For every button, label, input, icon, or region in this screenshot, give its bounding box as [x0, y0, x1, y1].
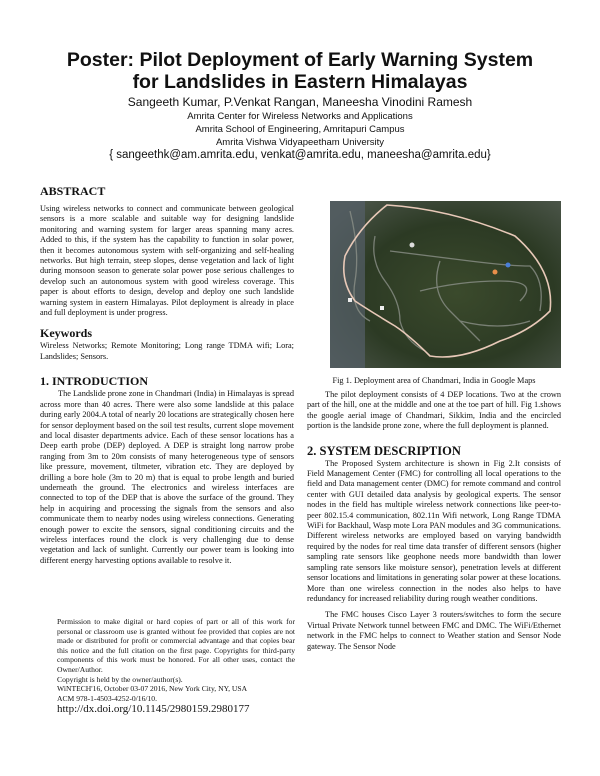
map-marker-icon	[380, 306, 384, 310]
aerial-map-image	[330, 201, 561, 368]
map-marker-icon	[493, 270, 498, 275]
doi-link[interactable]: http://dx.doi.org/10.1145/2980159.2980177	[57, 703, 250, 716]
affiliation: Amrita Center for Wireless Networks and Applications	[187, 111, 413, 122]
pilot-text: The pilot deployment consists of 4 DEP locations. Two at the crown part of the hill, one at the middle and one at the toe part of hill. Fig 1.shows the google aerial image of Chandmari, Sikkim, India and the encircled portion is the landside prone zone, where the full deployment is planned.	[307, 390, 561, 431]
figure-caption: Fig 1. Deployment area of Chandmari, India in Google Maps	[332, 376, 536, 385]
footnote	[57, 617, 295, 715]
keywords-text: Wireless Networks; Remote Monitoring; Long range TDMA wifi; Lora; Landslides; Sensors.	[40, 341, 294, 361]
abstract-section	[40, 184, 294, 566]
introduction-heading: 1. INTRODUCTION	[40, 374, 149, 389]
abstract-text: Using wireless networks to connect and communicate between geological sensors is a more scalable and suitable way for designing landslide monitoring and warning system for larger areas spanning many acres. Added to this, if the system has the capability to function in solar power, then it becomes autonomous system with self-organizing and self-healing networks. But high terrain, steep slopes, dense vegetation and lack of light during monsoon season to generate solar power pose serious challenges to develop such an autonomous system with good wireless coverage. This paper is about efforts to design, develop and deploy one such landslide warning system in eastern Himalayas. Pilot deployment is already in place and full deployment is under progress.	[40, 204, 294, 318]
introduction-text: The Landslide prone zone in Chandmari (India) in Himalayas is spread across more than 40 acres. There were also some landslide at this palace during early 2004.A total of nearly 20 locations are strategically chosen here for sensor deployment based on the soil test results, current slope movement and local disaster departments advice. Each of these sensor locations has a Deep earth probe (DEP) deployed. A DEP is straight long narrow probe ranging from 3m to 20m consists of many heterogeneous type of sensors like pressure, movement, tiltmeter, vibration etc. They are deployed by drilling a bore hole (3m to 20 m) that is equal to probe length and buried underneath the ground. The electronics and wireless interfaces are connected to top of the DEP that is above the surface of the ground. They help in acquiring and processing the signals from the sensors and also communicate them to nearby nodes using wireless connections. Generating enough power to excite the sensors, signal conditioning circuits and the wireless interfaces round the clock is very challenging due to dense vegetation and lack of sunlight. Currently our power team is looking into different energy harvesting options available to resolve it.	[40, 389, 294, 565]
author-emails: { sangeethk@am.amrita.edu, venkat@amrita.edu, maneesha@amrita.edu}	[109, 149, 491, 161]
copyright-notice: Copyright is held by the owner/author(s).	[57, 674, 183, 684]
paper-title: Poster: Pilot Deployment of Early Warning System for Landslides in Eastern Himalayas	[66, 49, 534, 93]
abstract-heading: ABSTRACT	[40, 184, 106, 198]
system-text-2: The FMC houses Cisco Layer 3 routers/switches to form the secure Virtual Private Network tunnel between FMC and DMC. The WiFi/Ethernet network in the FMC helps to connect to Weather station and Sensor Node gateway. The Sensor Node	[307, 610, 561, 651]
map-marker-icon	[506, 263, 511, 268]
keywords-heading: Keywords	[40, 326, 92, 341]
system-text-1: The Proposed System architecture is shown in Fig 2.It consists of Field Management Center (FMC) for controlling all local operations to the field and Data management center (DMC) for remote command and control center with GUI detailed data analysis by geological experts. The sensor nodes in the field has multiple wireless network connections like peer-to-peer 802.15.4 communication, 802.11n Wifi network, Long Range TDMA WiFi for Backhaul, Wasp mote Lora PAN modules and 3G communications. Different wireless networks are employed based on varying bandwidth required by the nodes for real time data transfer of different sensors (higher sampling rate sensors like geophone needs more bandwidth than lower sampling rate sensors like moisture sensor), penetration levels at different sensor locations and limitations in generating solar power at these locations. More than one wireless connection in the nodes also helps to have redundancy for increased reliability during rough weather conditions.	[307, 458, 561, 603]
authors: Sangeeth Kumar, P.Venkat Rangan, Maneesha Vinodini Ramesh	[127, 95, 473, 109]
system-heading: 2. SYSTEM DESCRIPTION	[307, 443, 461, 458]
permission-notice: Permission to make digital or hard copies of part or all of this work for personal or classroom use is granted without fee provided that copies are not made or distributed for profit or commercial advantage and that copies bear this notice and the full citation on the first page. Copyrights for third-party components of this work must be honored. For all other uses, contact the Owner/Author.	[57, 617, 295, 674]
map-marker-icon	[348, 298, 352, 302]
right-column	[307, 376, 561, 652]
affiliation: Amrita Vishwa Vidyapeetham University	[215, 137, 385, 148]
map-marker-icon	[410, 243, 415, 248]
acm-isbn: ACM 978-1-4503-4252-0/16/10.	[57, 693, 157, 703]
conference-info: WiNTECH'16, October 03-07 2016, New York City, NY, USA	[57, 684, 248, 694]
affiliation: Amrita School of Engineering, Amritapuri Campus	[195, 124, 405, 135]
